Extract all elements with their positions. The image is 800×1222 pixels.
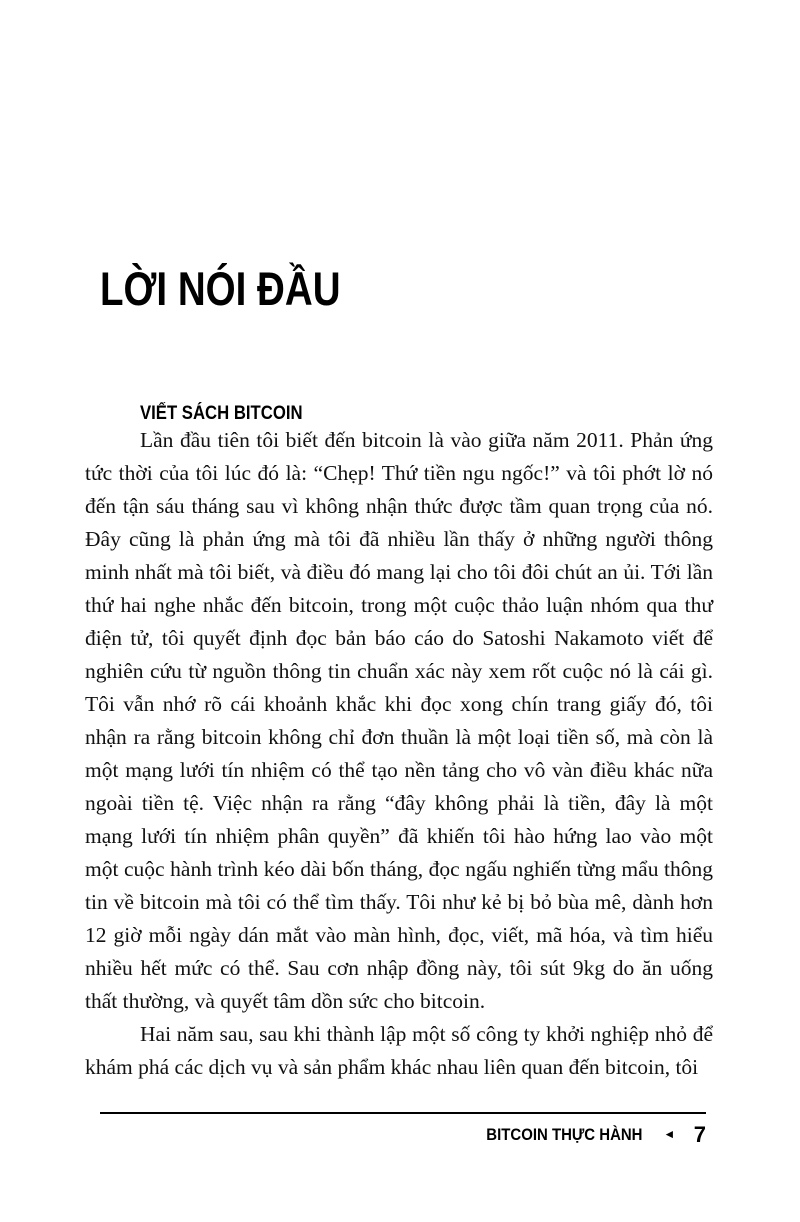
footer-book-title: BITCOIN THỰC HÀNH	[486, 1125, 643, 1144]
left-triangle-icon: ◄	[663, 1127, 676, 1141]
paragraph-2: Hai năm sau, sau khi thành lập một số công ty khởi nghiệp nhỏ để khám phá các dịch vụ và sản phẩm khác nhau liên quan đến bitcoin, tôi	[85, 1022, 713, 1079]
chapter-title: LỜI NÓI ĐẦU	[100, 262, 341, 316]
paragraph-1: Lần đầu tiên tôi biết đến bitcoin là vào giữa năm 2011. Phản ứng tức thời của tôi lúc đó là: “Chẹp! Thứ tiền ngu ngốc!” và tôi phớt lờ nó đến tận sáu tháng sau vì không nhận thức được tầm quan trọng của nó. Đây cũng là phản ứng mà tôi đã nhiều lần thấy ở những người thông minh nhất mà tôi biết, và điều đó mang lại cho tôi đôi chút an ủi. Tới lần thứ hai nghe nhắc đến bitcoin, trong một cuộc thảo luận nhóm qua thư điện tử, tôi quyết định đọc bản báo cáo do Satoshi Nakamoto viết để nghiên cứu từ nguồn thông tin chuẩn xác này xem rốt cuộc nó là cái gì. Tôi vẫn nhớ rõ cái khoảnh khắc khi đọc xong chín trang giấy đó, tôi nhận ra rằng bitcoin không chỉ đơn thuần là một loại tiền số, mà còn là một mạng lưới tín nhiệm có thể tạo nền tảng cho vô vàn điều khác nữa ngoài tiền tệ. Việc nhận ra rằng “đây không phải là tiền, đây là một mạng lưới tín nhiệm phân quyền” đã khiến tôi hào hứng lao vào một một cuộc hành trình kéo dài bốn tháng, đọc ngấu nghiến từng mẩu thông tin về bitcoin mà tôi có thể tìm thấy. Tôi như kẻ bị bỏ bùa mê, dành hơn 12 giờ mỗi ngày dán mắt vào màn hình, đọc, viết, mã hóa, và tìm hiểu nhiều hết mức có thể. Sau cơn nhập đồng này, tôi sút 9kg do ăn uống thất thường, và quyết tâm dồn sức cho bitcoin.	[85, 428, 713, 1013]
section-heading: VIẾT SÁCH BITCOIN	[140, 402, 303, 424]
page-footer	[100, 1122, 706, 1148]
body-text	[85, 424, 713, 1084]
footer-divider	[100, 1112, 706, 1114]
page-number: 7	[693, 1122, 706, 1147]
